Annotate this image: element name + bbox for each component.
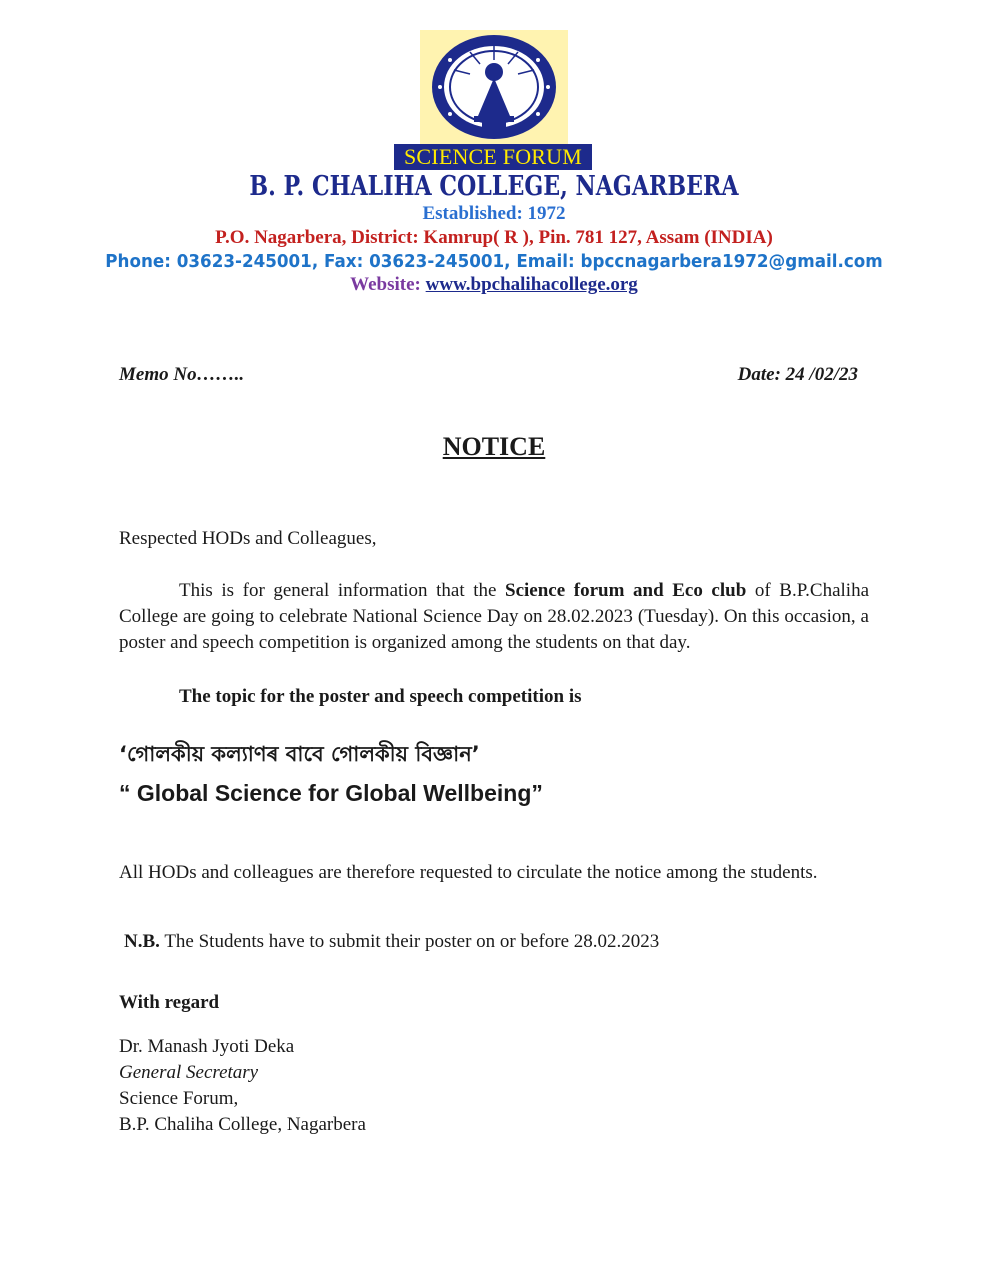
topic-assamese: ‘গোলকীয় কল্যাণৰ বাবে গোলকীয় বিজ্ঞান’ bbox=[119, 742, 480, 766]
college-address: P.O. Nagarbera, District: Kamrup( R ), Pin. 781 127, Assam (INDIA) bbox=[215, 227, 773, 248]
salutation: Respected HODs and Colleagues, bbox=[119, 528, 377, 549]
signatory-block bbox=[119, 1034, 366, 1138]
website-label: Website: bbox=[350, 274, 426, 295]
notice-heading: NOTICE bbox=[442, 432, 546, 461]
nb-text: The Students have to submit their poster on or before 28.02.2023 bbox=[159, 931, 660, 952]
notice-date: Date: 24 /02/23 bbox=[737, 364, 858, 385]
closing-regards: With regard bbox=[119, 992, 220, 1013]
website-line bbox=[0, 273, 988, 297]
signatory-title: General Secretary bbox=[119, 1062, 259, 1083]
established-year: Established: 1972 bbox=[422, 203, 566, 224]
memo-number: Memo No…….. bbox=[119, 364, 245, 385]
body-highlight: Science forum and Eco club bbox=[505, 580, 747, 601]
forum-title: SCIENCE FORUM bbox=[394, 144, 592, 170]
college-seal-icon bbox=[420, 30, 568, 144]
signatory-org: Science Forum, bbox=[119, 1088, 239, 1109]
contact-info: Phone: 03623-245001, Fax: 03623-245001, Email: bpccnagarbera1972@gmail.com bbox=[105, 251, 883, 272]
nb-label: N.B. bbox=[124, 931, 160, 952]
college-name: B. P. CHALIHA COLLEGE, NAGARBERA bbox=[249, 171, 739, 202]
body-paragraph bbox=[119, 578, 869, 656]
nb-note bbox=[124, 929, 659, 955]
body-text-2: of B.P.Chaliha College are going to celebrate National Science Day on 28.02.2023 (Tuesday). On this occasion, a poster and speech competition is organized among the students on that day. bbox=[119, 580, 869, 653]
signatory-name: Dr. Manash Jyoti Deka bbox=[119, 1036, 295, 1057]
website-link[interactable]: www.bpchalihacollege.org bbox=[425, 274, 638, 295]
body-text-1: This is for general information that the bbox=[179, 580, 506, 601]
topic-intro: The topic for the poster and speech competition is bbox=[179, 686, 582, 707]
college-logo bbox=[420, 30, 568, 144]
signatory-college: B.P. Chaliha College, Nagarbera bbox=[119, 1114, 366, 1135]
request-text: All HODs and colleagues are therefore requested to circulate the notice among the students. bbox=[119, 862, 818, 883]
topic-english: “ Global Science for Global Wellbeing” bbox=[119, 780, 543, 806]
